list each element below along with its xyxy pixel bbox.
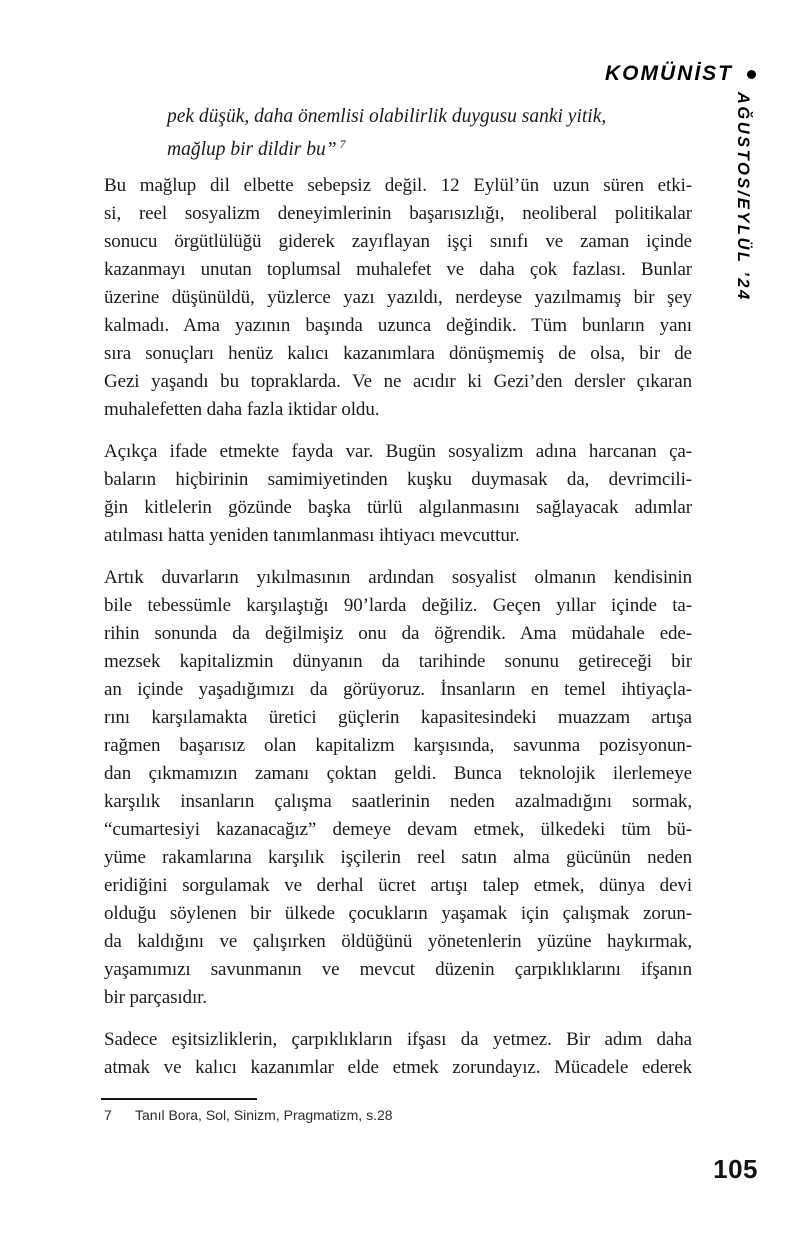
paragraph-line: bir parçasıdır. [104, 987, 207, 1008]
page-number: 105 [713, 1154, 758, 1184]
paragraph-line: kazanmayı unutan toplumsal muhalefet ve daha çok fazlası. Bunlar [104, 259, 692, 280]
paragraph-line: si, reel sosyalizm deneyimlerinin başarısızlığı, neoliberal politikalar [104, 203, 692, 224]
paragraph-line: Açıkça ifade etmekte fayda var. Bugün sosyalizm adına harcanan ça- [104, 441, 692, 462]
epigraph-quote [167, 100, 657, 166]
paragraph-line: yüme rakamlarına karşılık işçilerin reel satın alma gücünün neden [104, 847, 692, 868]
footnote-divider [101, 1098, 257, 1100]
paragraph-line: an içinde yaşadığımızı da görüyoruz. İnsanların en temel ihtiyaçla- [104, 679, 692, 700]
paragraph-line: olduğu söylenen bir ülkede çocukların yaşamak için çalışmak zorun- [104, 903, 692, 924]
issue-date-vertical: AĞUSTOS/EYLÜL ’24 [734, 92, 752, 302]
paragraph-line: ğin kitlelerin gözünde başka türlü algılanmasını sağlayacak adımlar [104, 497, 692, 518]
paragraph-line: sıra sonuçları henüz kalıcı kazanımlara dönüşmemiş de olsa, bir de [104, 343, 692, 364]
paragraph-line: Artık duvarların yıkılmasının ardından sosyalist olmanın kendisinin [104, 567, 692, 588]
paragraph-line: atılması hatta yeniden tanımlanması ihtiyacı mevcuttur. [104, 525, 520, 546]
paragraph-line: mezsek kapitalizmin dünyanın da tarihinde sonunu getireceği bir [104, 651, 692, 672]
footnote-number: 7 [104, 1107, 112, 1123]
paragraph-line: rını karşılamakta üretici güçlerin kapasitesindeki muazzam artışa [104, 707, 692, 728]
page-header [605, 62, 756, 86]
footnote [104, 1107, 393, 1123]
paragraph-line: muhalefetten daha fazla iktidar oldu. [104, 399, 380, 420]
footnote-text: Tanıl Bora, Sol, Sinizm, Pragmatizm, s.28 [135, 1107, 393, 1123]
paragraph-line: baların hiçbirinin samimiyetinden kuşku duymasak da, devrimcili- [104, 469, 692, 490]
paragraph [104, 172, 692, 424]
paragraph-line: eridiğini sorgulamak ve derhal ücret artışı talep etmek, dünya devi [104, 875, 692, 896]
paragraph-line: Gezi yaşandı bu topraklarda. Ve ne acıdır ki Gezi’den dersler çıkaran [104, 371, 692, 392]
paragraph-line: sonucu örgütlülüğü giderek zayıflayan işçi sınıfı ve zaman içinde [104, 231, 692, 252]
journal-title: KOMÜNİST [605, 62, 733, 85]
quote-line: mağlup bir dildir bu” $^7$ [167, 136, 346, 160]
paragraph [104, 1026, 692, 1082]
paragraph-line: rağmen başarısız olan kapitalizm karşısında, savunma pozisyonun- [104, 735, 692, 756]
paragraph-line: yaşamımızı savunmanın ve mevcut düzenin çarpıklıklarını ifşanın [104, 959, 692, 980]
footnote-reference: 7 [339, 136, 346, 151]
paragraph-line: dan çıkmamızın zamanı çoktan geldi. Bunca teknolojik ilerlemeye [104, 763, 692, 784]
paragraph [104, 438, 692, 550]
paragraph-line: da kaldığını ve çalışırken öldüğünü yönetenlerin yüzüne haykırmak, [104, 931, 692, 952]
bullet-icon [747, 70, 756, 79]
paragraph [104, 564, 692, 1012]
paragraph-line: üzerine düşünüldü, yüzlerce yazı yazıldı, nerdeyse yazılmamış bir şey [104, 287, 692, 308]
quote-line: pek düşük, daha önemlisi olabilirlik duygusu sanki yitik, [167, 106, 607, 127]
body-paragraphs [104, 172, 692, 1096]
paragraph-line: bile tebessümle karşılaştığı 90’larda değiliz. Geçen yıllar içinde ta- [104, 595, 692, 616]
paragraph-line: kalmadı. Ama yazının başında uzunca değindik. Tüm bunların yanı [104, 315, 692, 336]
paragraph-line: “cumartesiyi kazanacağız” demeye devam etmek, ülkedeki tüm bü- [104, 819, 692, 840]
paragraph-line: rihin sonunda da değilmişiz onu da öğrendik. Ama müdahale ede- [104, 623, 692, 644]
paragraph-line: Bu mağlup dil elbette sebepsiz değil. 12 Eylül’ün uzun süren etki- [104, 175, 692, 196]
paragraph-line: atmak ve kalıcı kazanımlar elde etmek zorundayız. Mücadele ederek [104, 1057, 692, 1078]
paragraph-line: karşılık insanların çalışma saatlerinin neden azalmadığını sormak, [104, 791, 692, 812]
paragraph-line: Sadece eşitsizliklerin, çarpıklıkların ifşası da yetmez. Bir adım daha [104, 1029, 692, 1050]
